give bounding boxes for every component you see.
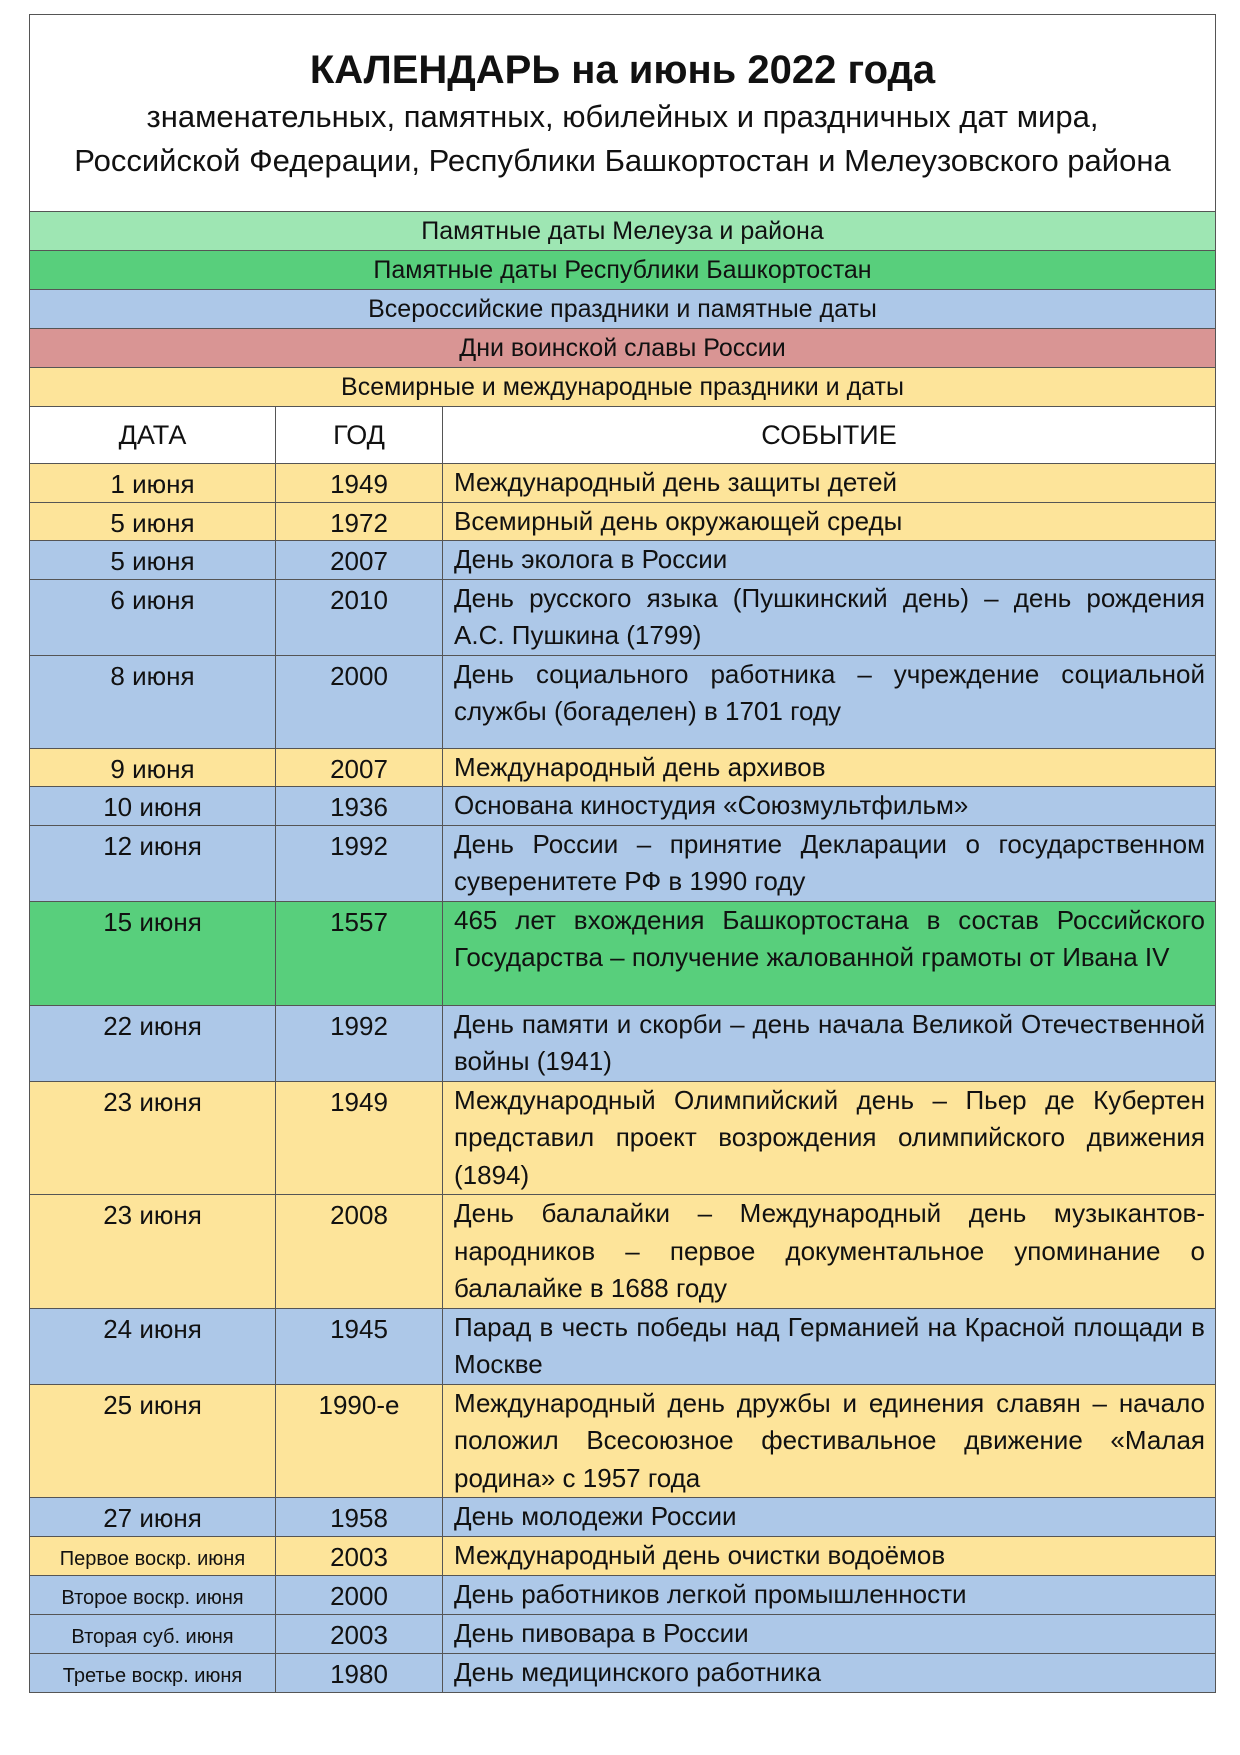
table-row — [30, 825, 1216, 901]
table-row — [30, 1195, 1216, 1309]
table-row — [30, 1308, 1216, 1384]
table-row — [30, 541, 1216, 580]
title-row — [30, 15, 1216, 212]
legend-row — [30, 212, 1216, 251]
event-date: 23 июня — [30, 1081, 276, 1195]
table-header-row — [30, 407, 1216, 464]
page-subtitle: знаменательных, памятных, юбилейных и праздничных дат мира, Российской Федерации, Республики Башкортостан и Мелеузовского района — [74, 99, 1171, 178]
event-date: Первое воскр. июня — [30, 1536, 276, 1575]
table-row — [30, 1575, 1216, 1614]
event-year: 2008 — [276, 1195, 443, 1309]
event-year: 1958 — [276, 1498, 443, 1537]
event-description: День эколога в России — [443, 541, 1216, 580]
page-title: КАЛЕНДАРЬ на июнь 2022 года — [309, 48, 936, 92]
legend-row — [30, 368, 1216, 407]
table-row — [30, 1005, 1216, 1081]
event-date: Второе воскр. июня — [30, 1575, 276, 1614]
event-date: 22 июня — [30, 1005, 276, 1081]
event-description: Парад в честь победы над Германией на Красной площади в Москве — [443, 1308, 1216, 1384]
event-year: 1980 — [276, 1653, 443, 1692]
event-date: 5 июня — [30, 541, 276, 580]
event-description: День памяти и скорби – день начала Великой Отечественной войны (1941) — [443, 1005, 1216, 1081]
column-header-event: СОБЫТИЕ — [443, 407, 1216, 464]
table-row — [30, 502, 1216, 541]
legend-row — [30, 290, 1216, 329]
event-description: Основана киностудия «Союзмультфильм» — [443, 787, 1216, 826]
event-description: День медицинского работника — [443, 1653, 1216, 1692]
event-date: 6 июня — [30, 579, 276, 655]
event-date: Третье воскр. июня — [30, 1653, 276, 1692]
event-date: 25 июня — [30, 1384, 276, 1498]
event-date: Вторая суб. июня — [30, 1614, 276, 1653]
event-description: День пивовара в России — [443, 1614, 1216, 1653]
event-year: 1992 — [276, 1005, 443, 1081]
event-year: 1992 — [276, 825, 443, 901]
legend-bashkortostan: Памятные даты Республики Башкортостан — [30, 251, 1216, 290]
legend-russia: Всероссийские праздники и памятные даты — [30, 290, 1216, 329]
column-header-date: ДАТА — [30, 407, 276, 464]
event-description: Международный Олимпийский день – Пьер де Кубертен представил проект возрождения олимпийского движения (1894) — [443, 1081, 1216, 1195]
event-description: День работников легкой промышленности — [443, 1575, 1216, 1614]
table-row — [30, 1384, 1216, 1498]
legend-military: Дни воинской славы России — [30, 329, 1216, 368]
event-description: 465 лет вхождения Башкортостана в состав Российского Государства – получение жалованной грамоты от Ивана IV — [443, 901, 1216, 1005]
event-date: 24 июня — [30, 1308, 276, 1384]
calendar-table — [29, 14, 1216, 1693]
event-year: 1972 — [276, 502, 443, 541]
table-row — [30, 579, 1216, 655]
calendar-sheet — [29, 14, 1216, 1693]
event-year: 1949 — [276, 464, 443, 503]
event-date: 10 июня — [30, 787, 276, 826]
table-row — [30, 1081, 1216, 1195]
event-description: Международный день очистки водоёмов — [443, 1536, 1216, 1575]
event-date: 12 июня — [30, 825, 276, 901]
table-row — [30, 748, 1216, 787]
legend-meleuz: Памятные даты Мелеуза и района — [30, 212, 1216, 251]
event-date: 8 июня — [30, 655, 276, 748]
table-row — [30, 464, 1216, 503]
event-description: День балалайки – Международный день музыкантов-народников – первое документальное упоминание о балалайке в 1688 году — [443, 1195, 1216, 1309]
event-date: 5 июня — [30, 502, 276, 541]
event-year: 1990-е — [276, 1384, 443, 1498]
event-description: Международный день защиты детей — [443, 464, 1216, 503]
event-description: День России – принятие Декларации о государственном суверенитете РФ в 1990 году — [443, 825, 1216, 901]
column-header-year: ГОД — [276, 407, 443, 464]
table-row — [30, 1653, 1216, 1692]
event-description: День русского языка (Пушкинский день) – день рождения А.С. Пушкина (1799) — [443, 579, 1216, 655]
event-year: 2000 — [276, 655, 443, 748]
event-date: 23 июня — [30, 1195, 276, 1309]
event-year: 2007 — [276, 748, 443, 787]
event-description: Всемирный день окружающей среды — [443, 502, 1216, 541]
event-year: 2007 — [276, 541, 443, 580]
title-cell — [30, 15, 1216, 212]
event-date: 27 июня — [30, 1498, 276, 1537]
event-year: 1949 — [276, 1081, 443, 1195]
event-year: 2003 — [276, 1536, 443, 1575]
event-description: День социального работника – учреждение социальной службы (богаделен) в 1701 году — [443, 655, 1216, 748]
event-description: Международный день дружбы и единения славян – начало положил Всесоюзное фестивальное движение «Малая родина» с 1957 года — [443, 1384, 1216, 1498]
event-year: 2010 — [276, 579, 443, 655]
event-year: 1945 — [276, 1308, 443, 1384]
table-row — [30, 901, 1216, 1005]
legend-row — [30, 329, 1216, 368]
table-row — [30, 1614, 1216, 1653]
event-year: 1557 — [276, 901, 443, 1005]
event-year: 2000 — [276, 1575, 443, 1614]
event-date: 9 июня — [30, 748, 276, 787]
event-date: 1 июня — [30, 464, 276, 503]
table-row — [30, 655, 1216, 748]
event-description: Международный день архивов — [443, 748, 1216, 787]
legend-row — [30, 251, 1216, 290]
event-date: 15 июня — [30, 901, 276, 1005]
event-year: 1936 — [276, 787, 443, 826]
table-row — [30, 1536, 1216, 1575]
legend-world: Всемирные и международные праздники и даты — [30, 368, 1216, 407]
table-row — [30, 1498, 1216, 1537]
event-description: День молодежи России — [443, 1498, 1216, 1537]
event-year: 2003 — [276, 1614, 443, 1653]
table-row — [30, 787, 1216, 826]
